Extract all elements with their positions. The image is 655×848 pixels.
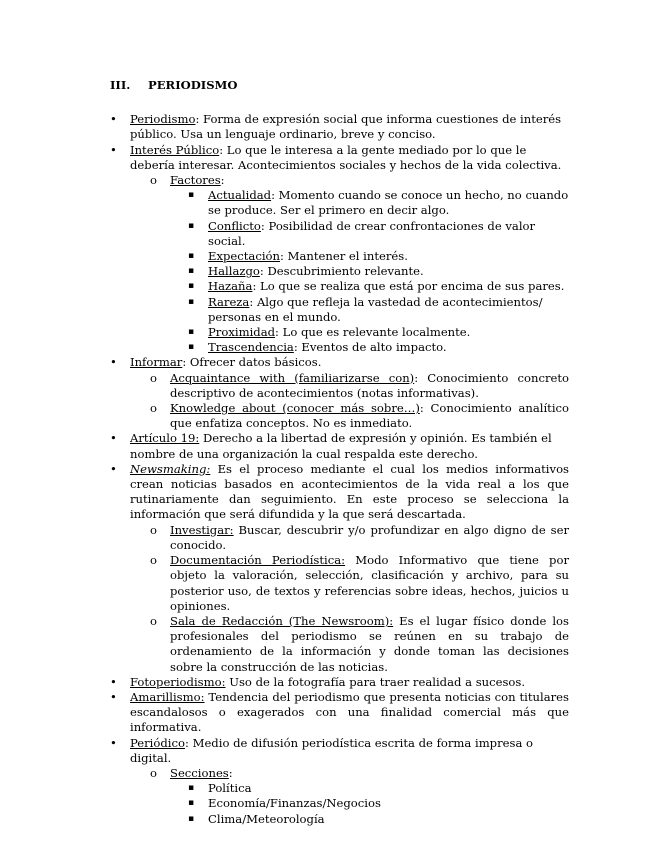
list-item: ▪ Trascendencia: Eventos de alto impacto. xyxy=(188,340,569,355)
list-item: ▪ Clima/Meteorología xyxy=(188,812,569,827)
list-item: ▪ Proximidad: Lo que es relevante localmente. xyxy=(188,325,569,340)
sections-list xyxy=(188,781,569,827)
list-item: o Knowledge about (conocer más sobre…): Conocimiento analítico que enfatiza conceptos. No es inmediato. xyxy=(150,401,569,431)
list-item: • Interés Público: Lo que le interesa a la gente mediado por lo que le debería interesar. Acontecimientos sociales y hechos de la vida colectiva. o Factores: ▪ Actualidad: Momento cuando se conoce un hecho, no cuando se produce. Ser el primero en decir algo. ▪ Conflicto: Posibilidad de crear confrontaciones de valor social. ▪ Expectación: Mantener el interés. ▪ Hallazgo: Descubrimiento relevante. ▪ Hazaña: Lo que se realiza que está por encima de sus pares. ▪ Rareza: Algo que refleja la vastedad de acontecimientos/ personas en el mundo. ▪ Proximidad: Lo que es relevante localmente. ▪ Trascendencia: Eventos de alto impacto. xyxy=(110,143,569,356)
list-item: o Documentación Periodística: Modo Informativo que tiene por objeto la valoración, selección, clasificación y archivo, para su posterior uso, de textos y referencias sobre ideas, hechos, juicios u opiniones. xyxy=(150,553,569,614)
list-item: ▪ Política xyxy=(188,781,569,796)
list-item: • Fotoperiodismo: Uso de la fotografía para traer realidad a sucesos. xyxy=(110,675,569,690)
list-item: • Artículo 19: Derecho a la libertad de expresión y opinión. Es también el nombre de una organización la cual respalda este derecho. xyxy=(110,431,569,461)
sub-list xyxy=(150,766,569,827)
sub-list xyxy=(150,173,569,355)
sub-list xyxy=(150,523,569,675)
list-item: • Informar: Ofrecer datos básicos. o Acquaintance with (familiarizarse con): Conocimiento concreto descriptivo de acontecimientos (notas informativas). o Knowledge about (conocer más sobre…): Conocimiento analítico que enfatiza conceptos. No es inmediato. xyxy=(110,355,569,431)
sub-list xyxy=(150,371,569,432)
section-number: III. xyxy=(110,78,131,92)
list-item: ▪ Economía/Finanzas/Negocios xyxy=(188,796,569,811)
list-item: • Amarillismo: Tendencia del periodismo que presenta noticias con titulares escandalosos o exagerados con una finalidad comercial más que informativa. xyxy=(110,690,569,736)
section-title: PERIODISMO xyxy=(148,78,238,92)
list-item: ▪ Conflicto: Posibilidad de crear confrontaciones de valor social. xyxy=(188,219,569,249)
list-item: o Factores: ▪ Actualidad: Momento cuando se conoce un hecho, no cuando se produce. Ser el primero en decir algo. ▪ Conflicto: Posibilidad de crear confrontaciones de valor social. ▪ Expectación: Mantener el interés. ▪ Hallazgo: Descubrimiento relevante. ▪ Hazaña: Lo que se realiza que está por encima de sus pares. ▪ Rareza: Algo que refleja la vastedad de acontecimientos/ personas en el mundo. ▪ Proximidad: Lo que es relevante localmente. ▪ Trascendencia: Eventos de alto impacto. xyxy=(150,173,569,355)
list-item: • Periódico: Medio de difusión periodística escrita de forma impresa o digital. o Secciones: ▪ Política ▪ Economía/Finanzas/Negocios ▪ Clima/Meteorología xyxy=(110,736,569,827)
list-item: ▪ Rareza: Algo que refleja la vastedad de acontecimientos/ personas en el mundo. xyxy=(188,295,569,325)
list-item: o Investigar: Buscar, descubrir y/o profundizar en algo digno de ser conocido. xyxy=(150,523,569,553)
list-item: • Periodismo: Forma de expresión social que informa cuestiones de interés público. Usa un lenguaje ordinario, breve y conciso. xyxy=(110,112,569,142)
list-item: o Sala de Redacción (The Newsroom): Es el lugar físico donde los profesionales del periodismo se reúnen en su trabajo de ordenamiento de la información y donde toman las decisiones sobre la construcción de las noticias. xyxy=(150,614,569,675)
list-item: ▪ Hallazgo: Descubrimiento relevante. xyxy=(188,264,569,279)
list-item: ▪ Expectación: Mantener el interés. xyxy=(188,249,569,264)
list-item: o Acquaintance with (familiarizarse con): Conocimiento concreto descriptivo de acontecimientos (notas informativas). xyxy=(150,371,569,401)
list-item: ▪ Hazaña: Lo que se realiza que está por encima de sus pares. xyxy=(188,279,569,294)
list-item: ▪ Actualidad: Momento cuando se conoce un hecho, no cuando se produce. Ser el primero en decir algo. xyxy=(188,188,569,218)
list-item: o Secciones: ▪ Política ▪ Economía/Finanzas/Negocios ▪ Clima/Meteorología xyxy=(150,766,569,827)
list-item: • Newsmaking: Es el proceso mediante el cual los medios informativos crean noticias basados en acontecimientos de la vida real a los que rutinariamente dan seguimiento. En este proceso se selecciona la información que será difundida y la que será descartada. o Investigar: Buscar, descubrir y/o profundizar en algo digno de ser conocido. o Documentación Periodística: Modo Informativo que tiene por objeto la valoración, selección, clasificación y archivo, para su posterior uso, de textos y referencias sobre ideas, hechos, juicios u opiniones. o Sala de Redacción (The Newsroom): Es el lugar físico donde los profesionales del periodismo se reúnen en su trabajo de ordenamiento de la información y donde toman las decisiones sobre la construcción de las noticias. xyxy=(110,462,569,675)
factors-list xyxy=(188,188,569,355)
definitions-list xyxy=(110,112,569,827)
section-heading xyxy=(110,78,569,93)
